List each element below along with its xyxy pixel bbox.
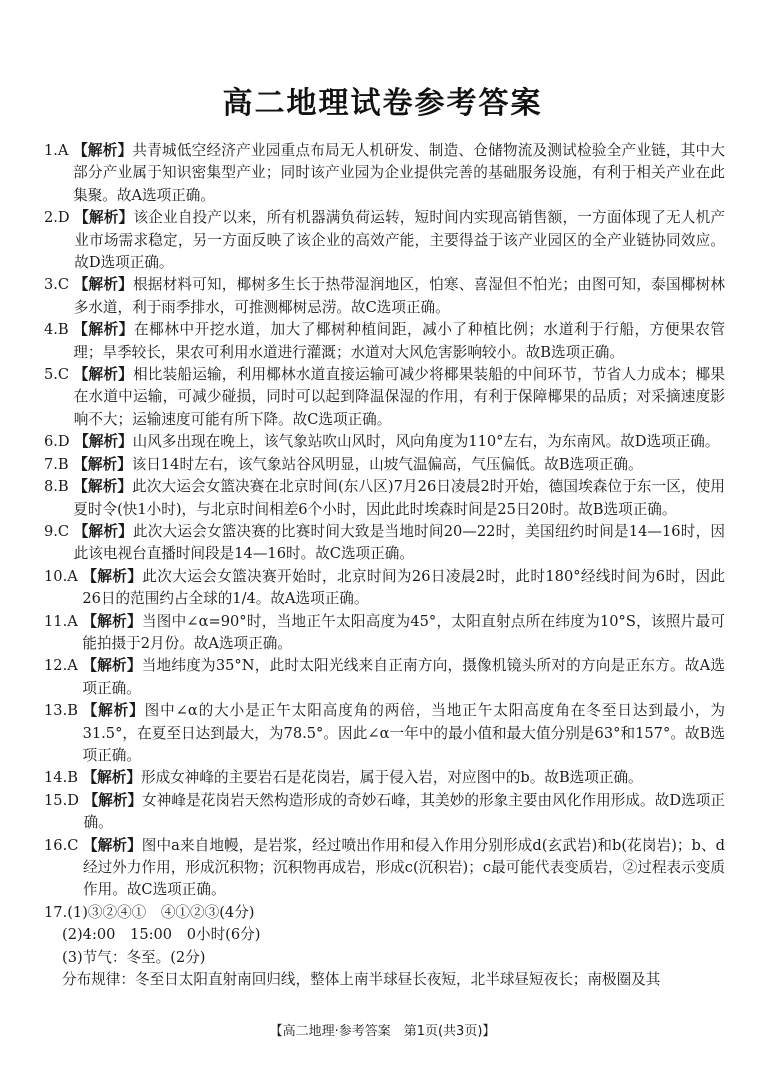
answer-text: 该企业自投产以来，所有机器满负荷运转，短时间内实现高销售额，一方面体现了无人机产业市场需求稳定，另一方面反映了该企业的高效产能，主要得益于该产业园区的全产业链协同效应。故D选项正确。 <box>74 209 725 272</box>
analysis-tag: 【解析】 <box>73 276 133 294</box>
analysis-tag: 【解析】 <box>82 612 142 630</box>
answer-text: 根据材料可知，椰树多生长于热带湿润地区，怕寒、喜湿但不怕光；由图可知，泰国椰树林多水道，利于雨季排水，可推测椰树忌涝。故C选项正确。 <box>73 276 725 316</box>
answer-subline: 分布规律：冬至日太阳直射南回归线，整体上南半球昼长夜短，北半球昼短夜长；南极圈及其 <box>62 971 661 989</box>
answer-number: 4.B <box>44 321 69 339</box>
answer-number: 12.A <box>44 657 78 675</box>
answer-text: (1)③②④① ④①②③(4分) <box>67 903 255 921</box>
answer-item <box>44 655 725 700</box>
answer-item <box>44 274 725 319</box>
answer-item <box>44 835 725 902</box>
analysis-tag: 【解析】 <box>82 657 142 675</box>
answer-number: 10.A <box>44 567 78 585</box>
analysis-tag: 【解析】 <box>82 567 143 585</box>
answer-text: 相比装船运输，利用椰林水道直接运输可减少将椰果装船的中间环节，节省人力成本；椰果在水道中运输，可减少碰损，同时可以起到降温保湿的作用，有利于保障椰果的品质；对采摘速度影响不大；运输速度可能有所下降。故C选项正确。 <box>73 366 725 428</box>
answer-number: 14.B <box>44 769 78 787</box>
answer-text: 山风多出现在晚上，该气象站吹山风时，风向角度为110°左右，为东南风。故D选项正确。 <box>132 433 720 451</box>
answer-text: 当地纬度为35°N，此时太阳光线来自正南方向，摄像机镜头所对的方向是正东方。故A选项正确。 <box>82 657 725 697</box>
answer-item <box>44 454 725 476</box>
analysis-tag: 【解析】 <box>83 836 142 854</box>
analysis-tag: 【解析】 <box>73 522 133 540</box>
answer-text: 此次大运会女篮决赛开始时，北京时间为26日凌晨2时，此时180°经线时间为6时，因此26日的范围约占全球的1/4。故A选项正确。 <box>82 567 725 608</box>
answer-item <box>44 611 725 656</box>
answer-item <box>44 767 725 789</box>
answer-text: 共青城低空经济产业园重点布局无人机研发、制造、仓储物流及测试检验全产业链，其中大部分产业属于知识密集型产业；同时该产业园为企业提供完善的基础服务设施，有利于相关产业在此集聚。故A选项正确。 <box>73 142 725 204</box>
answer-text: 在椰林中开挖水道，加大了椰树种植间距，减小了种植比例；水道利于行船，方便果农管理；旱季较长，果农可利用水道进行灌溉；水道对大风危害影响较小。故B选项正确。 <box>73 321 725 361</box>
answer-item <box>44 364 725 431</box>
answer-number: 8.B <box>44 478 69 496</box>
answer-number: 5.C <box>44 366 70 384</box>
answer-item-17 <box>44 902 725 924</box>
answer-number: 3.C <box>44 276 70 294</box>
page-footer: 【高二地理·参考答案 第1页(共3页)】 <box>269 1024 496 1039</box>
answer-number: 6.D <box>44 433 70 451</box>
answer-number: 11.A <box>44 612 78 630</box>
analysis-tag: 【解析】 <box>73 478 133 496</box>
answer-text: 女神峰是花岗岩天然构造形成的奇妙石峰，其美妙的形象主要由风化作用形成。故D选项正确。 <box>83 791 725 832</box>
analysis-tag: 【解析】 <box>83 791 143 809</box>
answer-text: 图中∠α的大小是正午太阳高度角的两倍，当地正午太阳高度角在冬至日达到最小，为31.5°，在夏至日达到最大，为78.5°。因此∠α一年中的最小值和最大值分别是63°和157°。故B选项正确。 <box>82 702 725 764</box>
answer-item <box>44 790 725 835</box>
answer-list <box>44 140 725 991</box>
answer-number: 13.B <box>44 702 78 720</box>
analysis-tag: 【解析】 <box>73 142 133 159</box>
analysis-tag: 【解析】 <box>82 769 141 787</box>
answer-text: 图中a来自地幔，是岩浆，经过喷出作用和侵入作用分别形成d(玄武岩)和b(花岗岩)；b、d经过外力作用，形成沉积物；沉积物再成岩，形成c(沉积岩)；c最可能代表变质岩，②过程表示变质作用。故C选项正确。 <box>83 836 725 899</box>
analysis-tag: 【解析】 <box>73 455 132 473</box>
answer-item <box>44 207 725 274</box>
answer-item <box>44 140 725 207</box>
analysis-tag: 【解析】 <box>73 366 133 384</box>
analysis-tag: 【解析】 <box>74 209 134 227</box>
answer-item <box>44 521 725 566</box>
answer-text: 当图中∠α=90°时，当地正午太阳高度为45°，太阳直射点所在纬度为10°S，该照片最可能拍摄于2月份。故A选项正确。 <box>82 612 725 652</box>
answer-item <box>44 431 725 453</box>
answer-number: 17. <box>44 903 68 921</box>
answer-number: 9.C <box>44 522 70 540</box>
answer-item <box>44 476 725 521</box>
analysis-tag: 【解析】 <box>73 321 134 339</box>
answer-number: 1.A <box>44 142 69 159</box>
answer-number: 2.D <box>44 209 70 227</box>
answer-number: 7.B <box>44 455 69 473</box>
analysis-tag: 【解析】 <box>82 702 145 720</box>
answer-item <box>44 566 725 611</box>
answer-subline: (2)4:00 15:00 0小时(6分) <box>62 926 261 944</box>
answer-text: 该日14时左右，该气象站谷风明显，山坡气温偏高，气压偏低。故B选项正确。 <box>131 455 643 473</box>
answer-number: 16.C <box>44 836 79 854</box>
analysis-tag: 【解析】 <box>74 433 133 451</box>
answer-text: 形成女神峰的主要岩石是花岗岩，属于侵入岩，对应图中的b。故B选项正确。 <box>140 769 643 787</box>
answer-text: 此次大运会女篮决赛在北京时间(东八区)7月26日凌晨2时开始，德国埃森位于东一区，使用夏时令(快1小时)，与北京时间相差6个小时，因此此时埃森时间是25日20时。故B选项正确。 <box>73 478 725 518</box>
answer-number: 15.D <box>44 791 79 809</box>
answer-item <box>44 700 725 767</box>
answer-item <box>44 319 725 364</box>
answer-subline: (3)节气：冬至。(2分) <box>62 948 206 966</box>
answer-text: 此次大运会女篮决赛的比赛时间大致是当地时间20—22时，美国纽约时间是14—16时，因此该电视台直播时间段是14—16时。故C选项正确。 <box>73 522 725 563</box>
page-title: 高二地理试卷参考答案 <box>222 86 543 121</box>
